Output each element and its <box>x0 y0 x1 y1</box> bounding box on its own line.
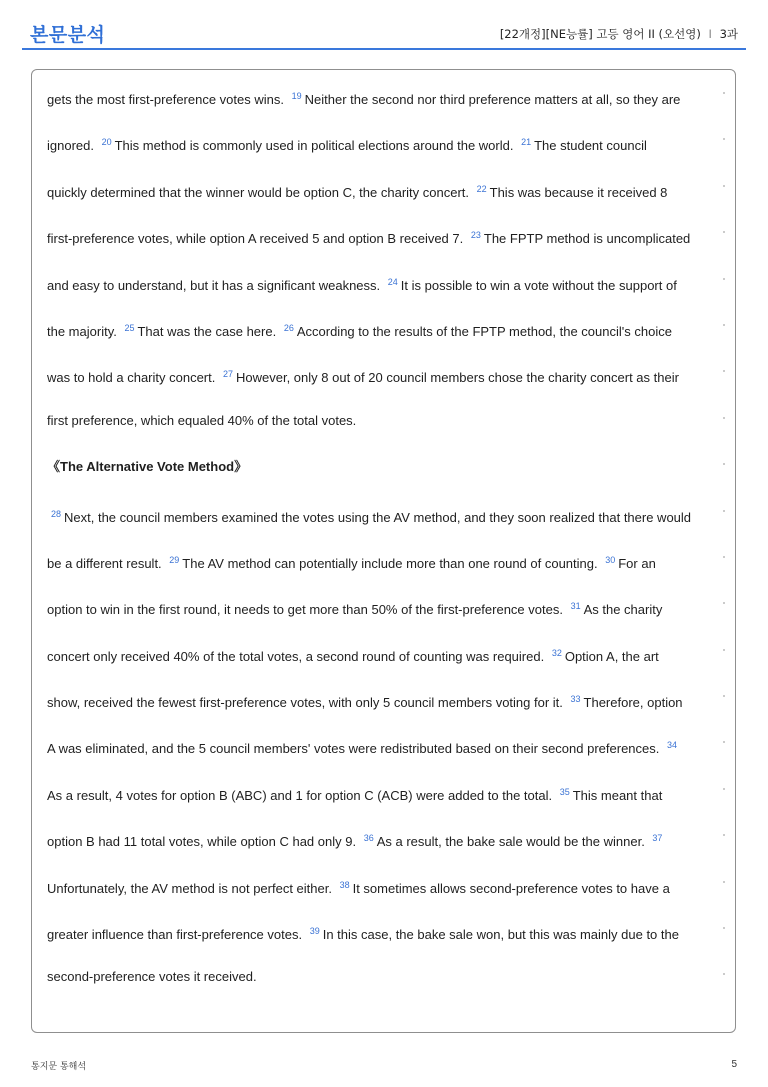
sentence-text: According to the results of the FPTP method, the council's choice <box>296 323 672 339</box>
sentence-text: Neither the second nor third preference matters at all, so they are <box>304 92 681 107</box>
sentence-text: In this case, the bake sale won, but this was mainly due to the <box>322 927 679 943</box>
sentence-text: The student council <box>534 138 647 154</box>
sentence-text: This was because it received 8 <box>489 184 668 200</box>
passage-line <box>47 171 723 217</box>
sentence-number: 30 <box>605 554 616 565</box>
lesson-label: 3과 <box>719 27 738 41</box>
passage-line <box>47 820 723 866</box>
sentence-text: quickly determined that the winner would be option C, the charity concert. <box>47 184 473 200</box>
sentence-number: 36 <box>363 833 374 844</box>
line-end-marker <box>723 324 725 326</box>
sentence-number: 25 <box>124 322 135 333</box>
passage-line <box>47 867 723 913</box>
sentence-text: As the charity <box>583 602 663 618</box>
page-number: 5 <box>731 1059 737 1070</box>
sentence-number: 27 <box>222 369 233 380</box>
sentence-number: 33 <box>570 694 581 705</box>
sentence-text: Therefore, option <box>583 695 683 711</box>
sentence-text: As a result, the bake sale would be the winner. <box>376 834 649 850</box>
header-separator: I <box>708 27 712 41</box>
line-end-marker <box>723 417 725 419</box>
sentence-text: For an <box>618 555 656 571</box>
sentence-text: This method is commonly used in political elections around the world. <box>114 138 518 154</box>
sentence-text: concert only received 40% of the total votes, a second round of counting was required. <box>47 648 548 664</box>
sentence-number: 31 <box>570 601 581 612</box>
sentence-text: greater influence than first-preference votes. <box>47 927 306 943</box>
sentence-text: first preference, which equaled 40% of the total votes. <box>47 412 357 428</box>
sentence-number: 23 <box>470 230 481 241</box>
sentence-text: option to win in the first round, it needs to get more than 50% of the first-preference votes. <box>47 602 567 618</box>
course-info <box>500 26 738 42</box>
sentence-number: 32 <box>551 647 562 658</box>
sentence-text: was to hold a charity concert. <box>47 370 219 386</box>
header-rule <box>22 48 746 50</box>
sentence-number: 21 <box>521 137 532 148</box>
passage-line <box>47 588 723 634</box>
passage-text <box>47 78 723 1006</box>
sentence-number: 34 <box>666 740 677 751</box>
page-header <box>0 0 768 50</box>
passage-line <box>47 774 723 820</box>
passage-line <box>47 913 723 959</box>
passage-line <box>47 310 723 356</box>
sentence-number: 20 <box>101 137 112 148</box>
sentence-text: As a result, 4 votes for option B (ABC) and 1 for option C (ACB) were added to the total. <box>47 787 556 803</box>
sentence-text: A was eliminated, and the 5 council members' votes were redistributed based on their second preferences. <box>47 741 663 757</box>
sentence-number: 26 <box>283 322 294 333</box>
line-end-marker <box>723 185 725 187</box>
sentence-text: first-preference votes, while option A received 5 and option B received 7. <box>47 231 467 247</box>
sentence-text: This meant that <box>572 787 663 803</box>
passage-line <box>47 681 723 727</box>
sentence-text: option B had 11 total votes, while option C had only 9. <box>47 834 360 850</box>
sentence-text: second-preference votes it received. <box>47 969 257 985</box>
line-end-marker <box>723 881 725 883</box>
sentence-text: the majority. <box>47 323 121 339</box>
sentence-number: 29 <box>169 554 180 565</box>
sentence-number: 37 <box>652 833 663 844</box>
line-end-marker <box>723 788 725 790</box>
line-end-marker <box>723 278 725 280</box>
passage-line <box>47 727 723 773</box>
sentence-number: 35 <box>559 786 570 797</box>
course-name: [22개정][NE능률] 고등 영어 II (오선영) <box>499 27 701 41</box>
sentence-text: The AV method can potentially include more than one round of counting. <box>182 555 602 571</box>
footer-label: 통지문 통해석 <box>31 1062 87 1072</box>
passage-line <box>47 264 723 310</box>
sentence-number: 28 <box>51 508 62 519</box>
sentence-text: However, only 8 out of 20 council members chose the charity concert as their <box>236 370 679 386</box>
sentence-number: 39 <box>309 926 320 937</box>
passage-line <box>47 124 723 170</box>
line-end-marker <box>723 92 725 94</box>
page-title: 본문분석 <box>30 24 106 46</box>
sentence-text: Option A, the art <box>564 648 659 664</box>
sentence-text: Unfortunately, the AV method is not perfect either. <box>47 880 336 896</box>
passage-line <box>47 403 723 449</box>
passage-line <box>47 959 723 1005</box>
sentence-text: and easy to understand, but it has a significant weakness. <box>47 277 384 293</box>
sentence-text: The FPTP method is uncomplicated <box>483 231 691 247</box>
sentence-text: gets the most first-preference votes wins. <box>47 92 288 107</box>
sentence-text: be a different result. <box>47 555 166 571</box>
line-end-marker <box>723 927 725 929</box>
sentence-text: That was the case here. <box>137 323 280 339</box>
sentence-number: 19 <box>291 91 302 101</box>
sentence-text: It sometimes allows second-preference votes to have a <box>352 880 670 896</box>
line-end-marker <box>723 649 725 651</box>
section-heading: 《The Alternative Vote Method》 <box>47 459 248 475</box>
sentence-text: show, received the fewest first-preference votes, with only 5 council members voting for it. <box>47 695 567 711</box>
passage-line <box>47 217 723 263</box>
passage-line <box>47 635 723 681</box>
sentence-number: 24 <box>387 276 398 287</box>
sentence-text: Next, the council members examined the votes using the AV method, and they soon realized that there would <box>64 509 692 525</box>
sentence-number: 22 <box>476 183 487 194</box>
passage-line <box>47 449 723 495</box>
line-end-marker <box>723 510 725 512</box>
sentence-number: 38 <box>339 879 350 890</box>
sentence-text: ignored. <box>47 138 98 154</box>
line-end-marker <box>723 556 725 558</box>
passage-line <box>47 496 723 542</box>
sentence-text: It is possible to win a vote without the support of <box>400 277 677 293</box>
passage-line <box>47 78 723 124</box>
passage-line <box>47 542 723 588</box>
passage-line <box>47 356 723 402</box>
